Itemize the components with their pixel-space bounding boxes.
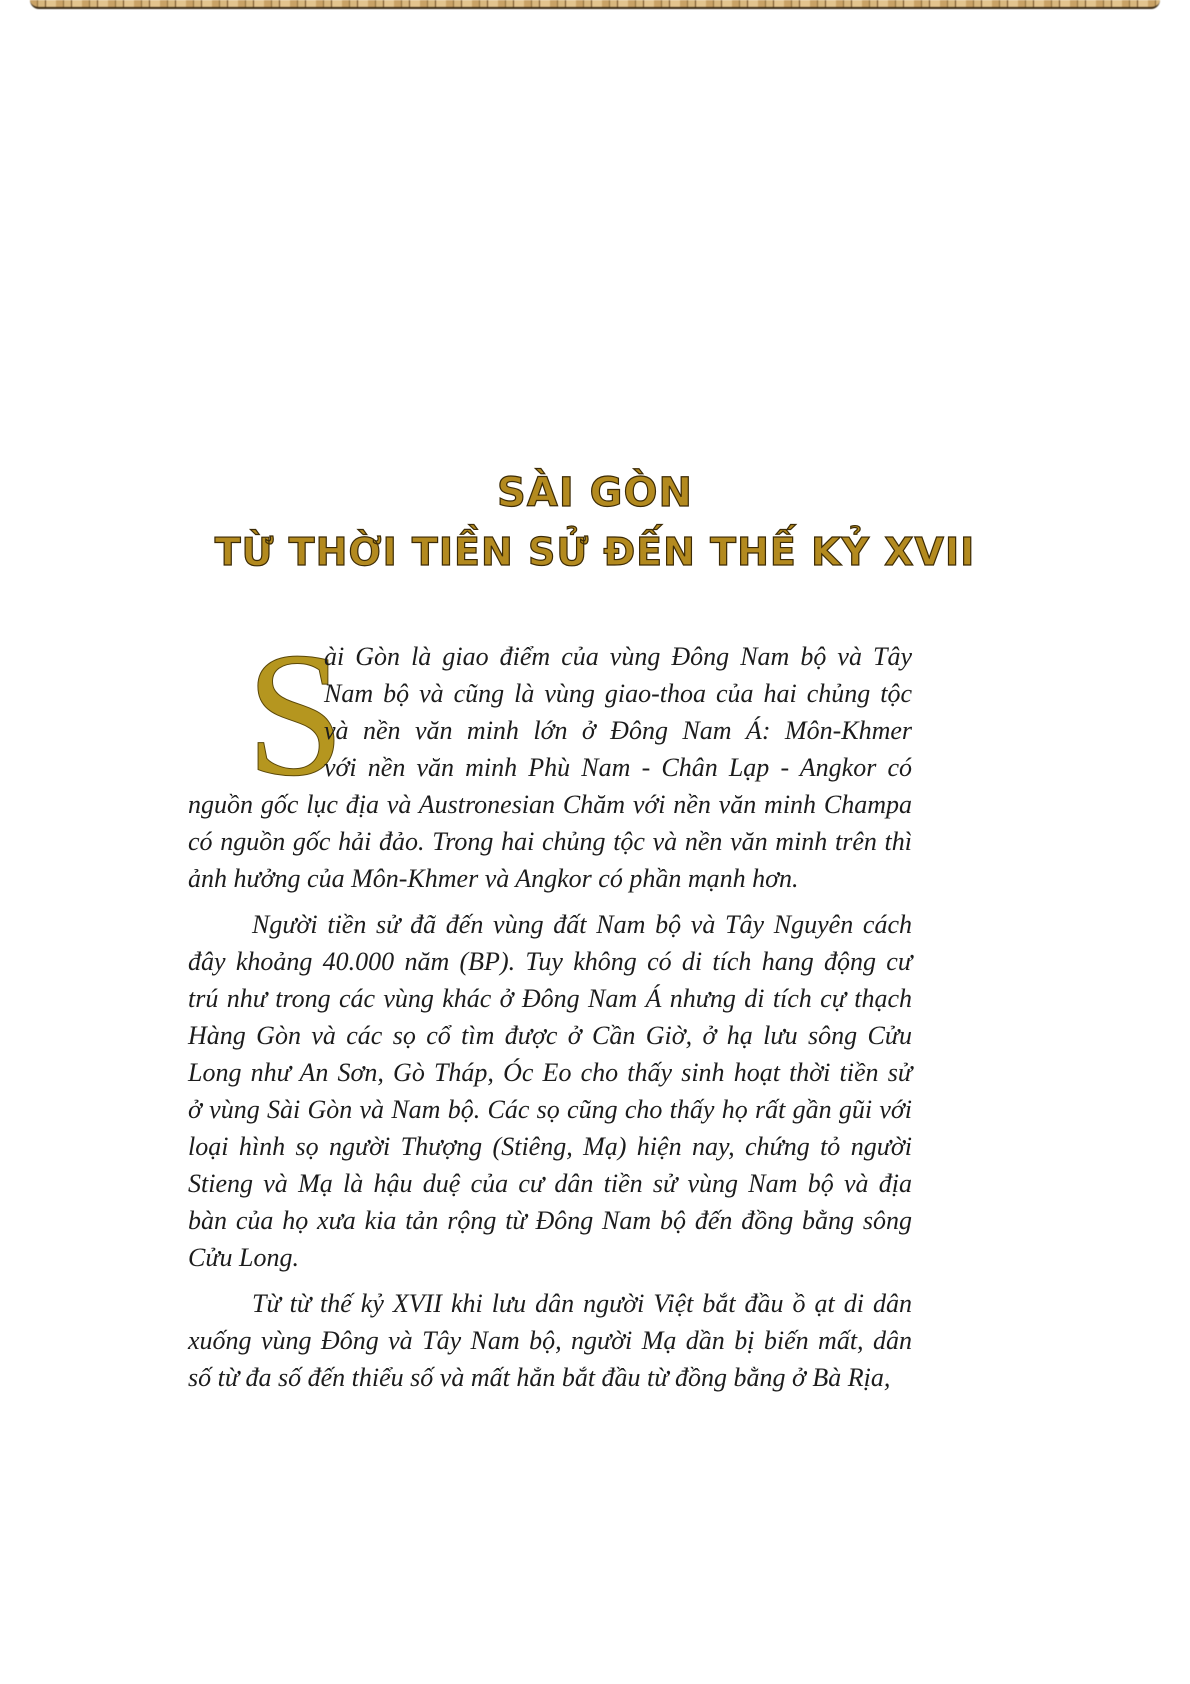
text-line: Nam bộ và cũng là vùng giao-thoa của hai chủng tộc [324, 679, 912, 708]
text-line: và nền văn minh lớn ở Đông Nam Á: Môn-Khmer [324, 716, 912, 745]
text-line: Từ từ thế kỷ XVII khi lưu dân người Việt bắt đầu ồ ạt di dân [252, 1289, 912, 1318]
text-line: số từ đa số đến thiểu số và mất hẳn bắt đầu từ đồng bằng ở Bà Rịa, [188, 1363, 891, 1392]
text-line: Hàng Gòn và các sọ cổ tìm được ở Cần Giờ, ở hạ lưu sông Cửu [188, 1021, 912, 1050]
chapter-title: SÀI GÒN [497, 470, 693, 516]
paragraph-gap [188, 897, 912, 906]
text-line: trú như trong các vùng khác ở Đông Nam Á nhưng di tích cự thạch [188, 984, 912, 1013]
text-line: ài Gòn là giao điểm của vùng Đông Nam bộ và Tây [324, 642, 912, 671]
drop-cap: S [246, 615, 345, 813]
text-line: có nguồn gốc hải đảo. Trong hai chủng tộc và nền văn minh trên thì [188, 827, 912, 856]
text-line: Người tiền sử đã đến vùng đất Nam bộ và Tây Nguyên cách [252, 910, 912, 939]
text-line: ở vùng Sài Gòn và Nam bộ. Các sọ cũng cho thấy họ rất gần gũi với [188, 1095, 912, 1124]
text-line: xuống vùng Đông và Tây Nam bộ, người Mạ dần bị biến mất, dân [188, 1326, 912, 1355]
text-line: nguồn gốc lục địa và Austronesian Chăm với nền văn minh Champa [188, 790, 912, 819]
paragraph [188, 1285, 912, 1396]
text-line: Cửu Long. [188, 1243, 299, 1272]
text-line: ảnh hưởng của Môn-Khmer và Angkor có phần mạnh hơn. [188, 864, 799, 893]
text-line: đây khoảng 40.000 năm (BP). Tuy không có di tích hang động cư [188, 947, 912, 976]
paragraph-gap [188, 1276, 912, 1285]
chapter-subtitle: TỪ THỜI TIỀN SỬ ĐẾN THẾ KỶ XVII [214, 530, 976, 574]
text-line: bàn của họ xưa kia tản rộng từ Đông Nam bộ đến đồng bằng sông [188, 1206, 912, 1235]
paragraph [188, 638, 912, 897]
text-line: Stieng và Mạ là hậu duệ của cư dân tiền sử vùng Nam bộ và địa [188, 1169, 912, 1198]
text-line: loại hình sọ người Thượng (Stiêng, Mạ) hiện nay, chứng tỏ người [188, 1132, 912, 1161]
body-text [188, 638, 912, 1396]
text-line: Long như An Sơn, Gò Tháp, Óc Eo cho thấy sinh hoạt thời tiền sử [188, 1058, 912, 1087]
paragraph [188, 906, 912, 1276]
top-edge-decoration [30, 0, 1160, 9]
text-line: với nền văn minh Phù Nam - Chân Lạp - Angkor có [324, 753, 912, 782]
